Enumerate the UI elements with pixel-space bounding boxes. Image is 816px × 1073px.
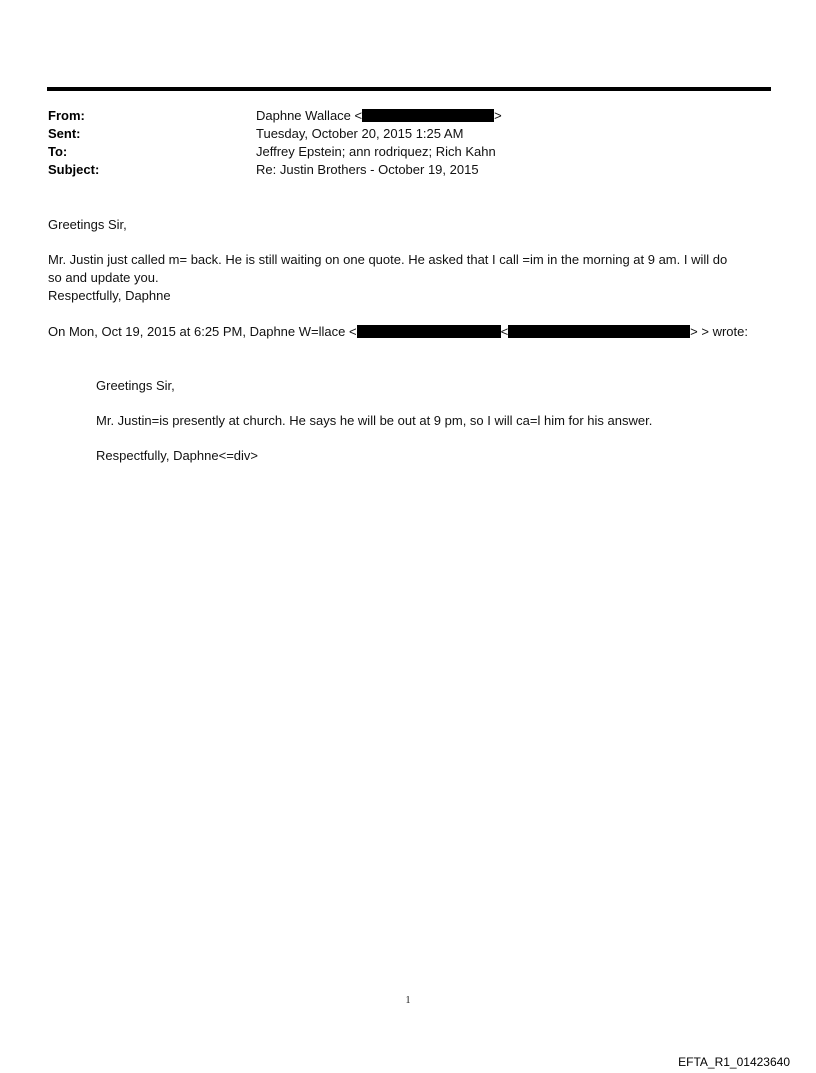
sent-row [48, 125, 768, 143]
sent-label: Sent: [48, 126, 81, 141]
to-row [48, 143, 768, 161]
quoted-greeting: Greetings Sir, [96, 378, 175, 393]
header-rule [47, 87, 771, 91]
quote-intro-middle: < [500, 324, 509, 339]
reply-signoff: Respectfully, Daphne [48, 288, 171, 303]
from-name: Daphne Wallace < [256, 108, 363, 123]
redaction-block [362, 109, 494, 122]
from-row [48, 107, 768, 125]
page-number: 1 [405, 995, 411, 1006]
to-label: To: [48, 144, 68, 159]
quote-intro-prefix: On Mon, Oct 19, 2015 at 6:25 PM, Daphne W=llace < [48, 324, 357, 339]
reply-greeting: Greetings Sir, [48, 217, 127, 232]
subject-row [48, 161, 768, 179]
quote-intro [48, 323, 748, 341]
sent-value: Tuesday, October 20, 2015 1:25 AM [256, 126, 464, 141]
quoted-paragraph: Mr. Justin=is presently at church. He says he will be out at 9 pm, so I will ca=l him for his answer. [96, 413, 653, 428]
reply-paragraph-line-2: so and update you. [48, 270, 159, 285]
redaction-block [508, 325, 690, 338]
subject-label: Subject: [48, 162, 100, 177]
from-label: From: [48, 108, 85, 123]
quoted-signoff: Respectfully, Daphne<=div> [96, 448, 258, 463]
document-id: EFTA_R1_01423640 [678, 1055, 790, 1069]
from-suffix: > [494, 108, 502, 123]
subject-value: Re: Justin Brothers - October 19, 2015 [256, 162, 479, 177]
reply-paragraph-line-1: Mr. Justin just called m= back. He is still waiting on one quote. He asked that I call =im in the morning at 9 am. I will do [48, 252, 728, 267]
to-value: Jeffrey Epstein; ann rodriquez; Rich Kahn [256, 144, 496, 159]
quote-intro-suffix: > > wrote: [690, 324, 748, 339]
from-value [256, 107, 502, 125]
redaction-block [357, 325, 501, 338]
